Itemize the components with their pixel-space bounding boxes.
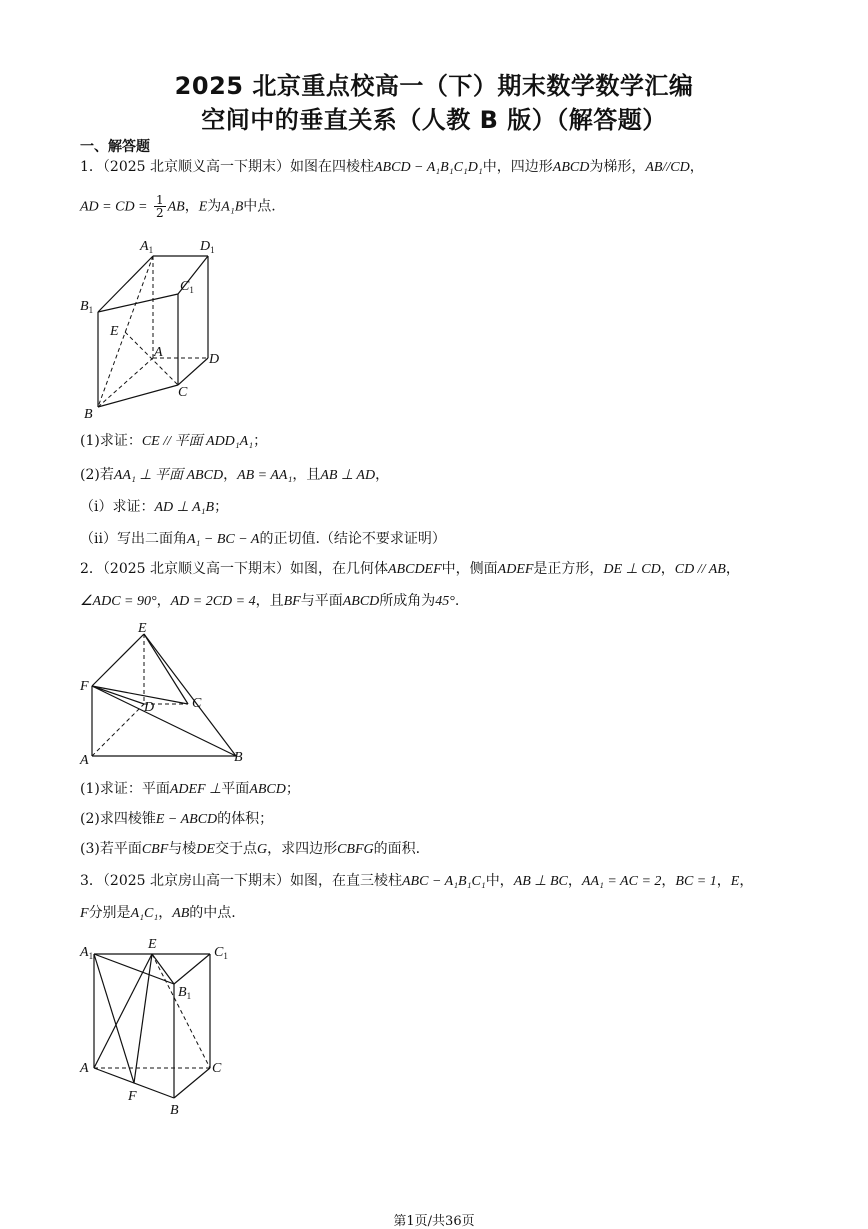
document-title-line1: 2025 北京重点校高一（下）期末数学数学汇编 <box>174 72 694 100</box>
label-c1: $C_1$ <box>214 945 228 961</box>
q1-part2: (2)若AA₁ ⊥ 平面 ABCD，AB = AA₁，且AB ⊥ AD， <box>80 467 390 483</box>
label-d: D <box>209 352 220 367</box>
label-a1: $A_1$ <box>80 945 94 961</box>
q1-condition: AD = CD = $\frac{1}{2}$ AB，E为A₁B中点. <box>80 193 276 220</box>
label-b1: $B_1$ <box>80 299 94 315</box>
label-b: B <box>234 750 243 765</box>
q2-condition: ∠ADC = 90°，AD = 2CD = 4，且BF与平面ABCD所成角为45°. <box>80 593 460 609</box>
document-title-line2: 空间中的垂直关系（人教 B 版）（解答题） <box>201 106 667 134</box>
q1-part2-ii: （ii）写出二面角A₁ − BC − A的正切值.（结论不要求证明） <box>80 531 446 547</box>
q2-part2: (2)求四棱锥E − ABCD的体积； <box>80 811 274 827</box>
label-a: A <box>80 1061 89 1076</box>
label-e: E <box>110 324 119 339</box>
label-c: C <box>178 385 188 400</box>
q2-solid-figure <box>78 618 258 768</box>
page-footer: 第1页/共36页 <box>393 1214 475 1229</box>
fraction-half: $\frac{1}{2}$ <box>155 193 164 220</box>
label-d: D <box>144 700 155 715</box>
q1-intro: 1．（2025 北京顺义高一下期末）如图在四棱柱ABCD − A₁B₁C₁D₁中，四边形ABCD为梯形，AB//CD， <box>80 159 704 175</box>
label-a: A <box>80 753 89 768</box>
label-e: E <box>148 937 157 952</box>
label-e: E <box>138 621 147 636</box>
label-c: C <box>212 1061 222 1076</box>
q1-part1: (1)求证：CE // 平面 ADD₁A₁； <box>80 433 268 449</box>
label-f: F <box>128 1089 137 1104</box>
q3-intro: 3．（2025 北京房山高一下期末）如图，在直三棱柱ABC − A₁B₁C₁中，AB ⊥ BC，AA₁ = AC = 2，BC = 1，E， <box>80 873 754 889</box>
label-f: F <box>80 679 89 694</box>
label-a: A <box>154 345 163 360</box>
section-heading: 一、解答题 <box>80 139 150 155</box>
label-b1: $B_1$ <box>178 985 192 1001</box>
label-c: C <box>192 696 202 711</box>
label-a1: $A_1$ <box>140 239 154 255</box>
q1-part2-i: （i）求证：AD ⊥ A₁B； <box>80 499 229 515</box>
q3-prism-figure <box>78 934 238 1124</box>
q2-part3: (3)若平面CBF与棱DE交于点G，求四边形CBFG的面积. <box>80 841 421 857</box>
q2-intro: 2．（2025 北京顺义高一下期末）如图，在几何体ABCDEF中，侧面ADEF是正方形，DE ⊥ CD，CD // AB， <box>80 561 740 577</box>
label-b: B <box>84 407 93 422</box>
label-c1: $C_1$ <box>180 279 194 295</box>
label-d1: $D_1$ <box>200 239 215 255</box>
q2-part1: (1)求证：平面ADEF ⊥平面ABCD； <box>80 781 300 797</box>
q1-prism-figure <box>78 232 238 424</box>
label-b: B <box>170 1103 179 1118</box>
q3-condition: F分别是A₁C₁，AB的中点. <box>80 905 236 921</box>
